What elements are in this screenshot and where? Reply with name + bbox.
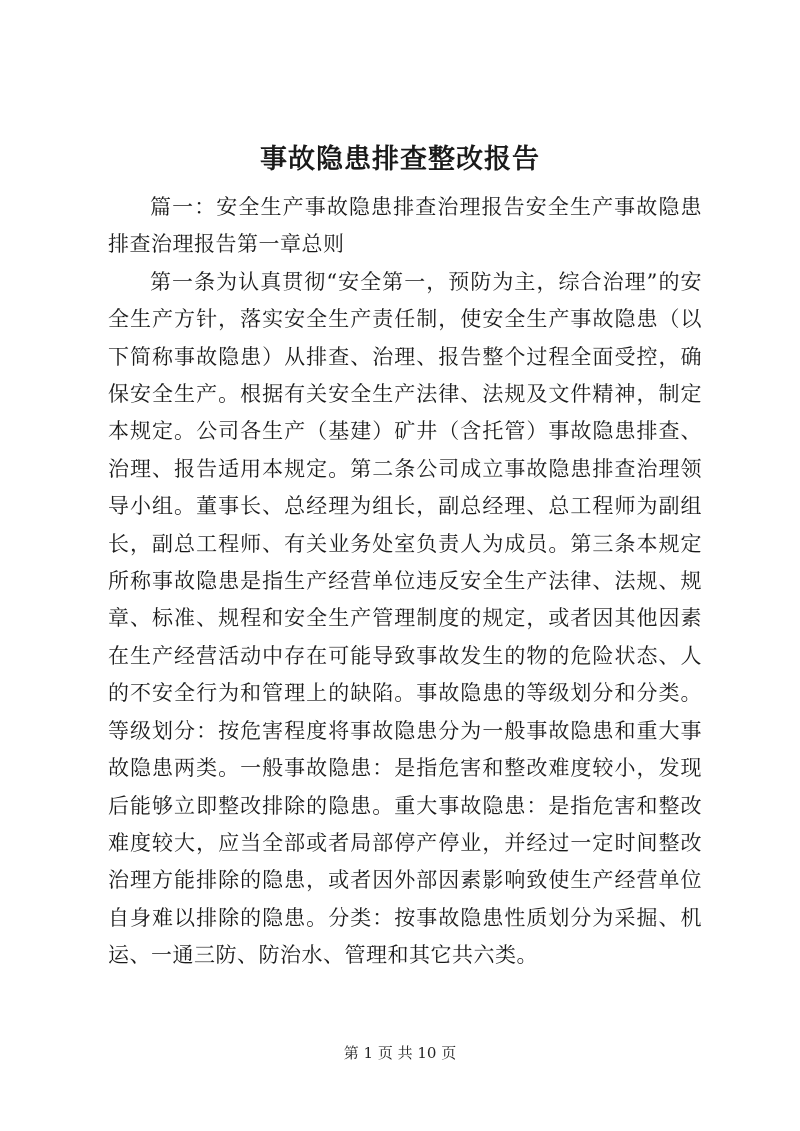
document-title: 事故隐患排查整改报告 [260,144,540,175]
paragraph-intro: 篇一：安全生产事故隐患排查治理报告安全生产事故隐患排查治理报告第一章总则 [108,195,702,257]
paragraph-main: 第一条为认真贯彻“安全第一，预防为主，综合治理”的安全生产方针，落实安全生产责任制，使安全生产事故隐患（以下简称事故隐患）从排查、治理、报告整个过程全面受控，确保安全生产。根据有关安全生产法律、法规及文件精神，制定本规定。公司各生产（基建）矿井（含托管）事故隐患排查、治理、报告适用本规定。第二条公司成立事故隐患排查治理领导小组。董事长、总经理为组长，副总经理、总工程师为副组长，副总工程师、有关业务处室负责人为成员。第三条本规定所称事故隐患是指生产经营单位违反安全生产法律、法规、规章、标准、规程和安全生产管理制度的规定，或者因其他因素在生产经营活动中存在可能导致事故发生的物的危险状态、人的不安全行为和管理上的缺陷。事故隐患的等级划分和分类。等级划分：按危害程度将事故隐患分为一般事故隐患和重大事故隐患两类。一般事故隐患：是指危害和整改难度较小，发现后能够立即整改排除的隐患。重大事故隐患：是指危害和整改难度较大，应当全部或者局部停产停业，并经过一定时间整改治理方能排除的隐患，或者因外部因素影响致使生产经营单位自身难以排除的隐患。分类：按事故隐患性质划分为采掘、机运、一通三防、防治水、管理和其它共六类。 [108,269,702,968]
document-body [108,189,702,975]
page-number-footer: 第 1 页 共 10 页 [343,1044,457,1062]
